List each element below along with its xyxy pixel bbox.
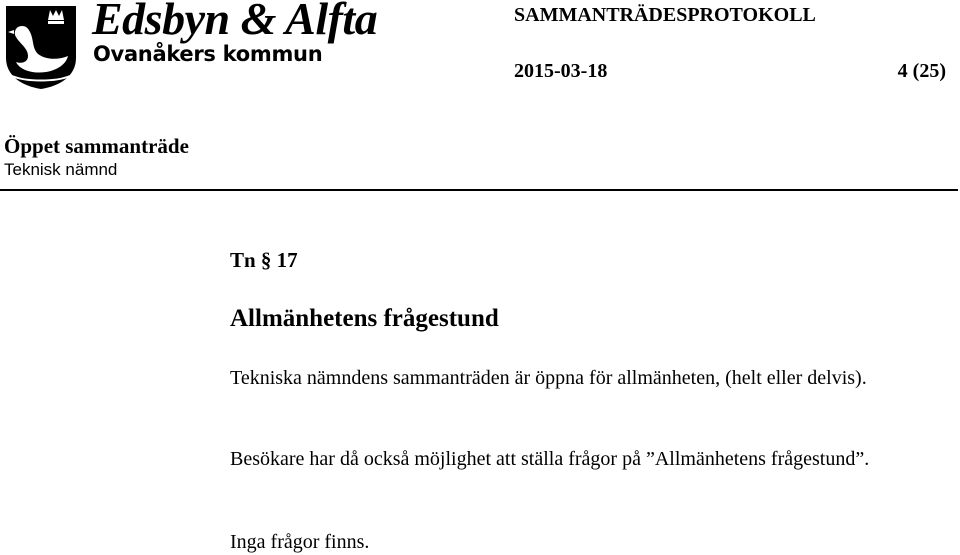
document-date: 2015-03-18	[514, 60, 608, 82]
meeting-type: Öppet sammanträde	[4, 134, 189, 158]
page-number: 4 (25)	[897, 60, 946, 82]
logo-title: Edsbyn & Alfta	[92, 0, 378, 44]
body-paragraph: Inga frågor finns.	[230, 531, 370, 553]
section-number: Tn § 17	[230, 248, 298, 272]
logo-subtitle: Ovanåkers kommun	[93, 42, 323, 66]
municipality-logo	[0, 0, 380, 96]
committee-name: Teknisk nämnd	[4, 160, 118, 179]
swan-with-crown-icon	[2, 2, 80, 90]
header-divider	[0, 189, 958, 191]
section-title: Allmänhetens frågestund	[230, 305, 499, 332]
document-type: SAMMANTRÄDESPROTOKOLL	[514, 4, 816, 26]
body-paragraph: Besökare har då också möjlighet att ställa frågor på ”Allmänhetens frågestund”.	[230, 448, 870, 470]
body-paragraph: Tekniska nämndens sammanträden är öppna för allmänheten, (helt eller delvis).	[230, 367, 867, 389]
